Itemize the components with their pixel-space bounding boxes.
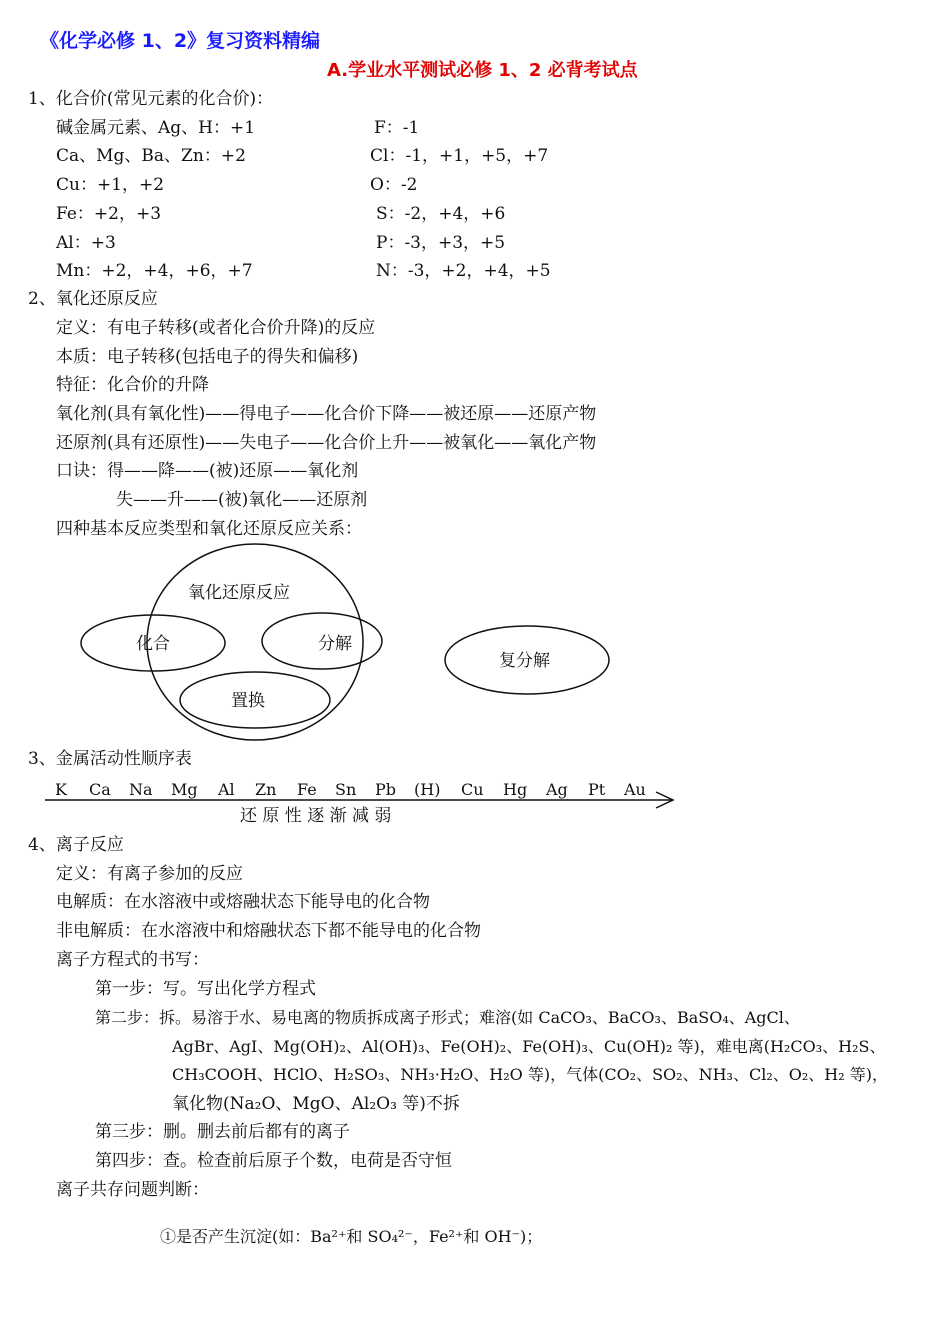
ionic-coexist-item-1: ①是否产生沉淀(如：Ba²⁺和 SO₄²⁻，Fe²⁺和 OH⁻)； [160,1227,543,1246]
ionic-coexist-title: 离子共存问题判断： [56,1180,209,1200]
redox-heading: 2、氧化还原反应 [28,289,158,309]
valence-left-4: Fe：+2，+3 [56,204,162,224]
metal-mg: Mg [171,780,198,799]
activity-heading: 3、金属活动性顺序表 [28,749,192,769]
metal-hg: Hg [503,780,528,799]
document-title: 《化学必修 1、2》复习资料精编 [40,30,321,52]
metal-fe: Fe [297,780,317,799]
metal-zn: Zn [255,780,277,799]
ionic-step-3: 第三步：删。删去前后都有的离子 [95,1122,350,1142]
redox-feature: 特征：化合价的升降 [56,375,209,395]
ionic-step-2-line-3: CH₃COOH、HClO、H₂SO₃、NH₃·H₂O、H₂O 等)，气体(CO₂、SO₂、NH₃、Cl₂、O₂、H₂ 等)， [172,1065,888,1084]
ionic-definition: 定义：有离子参加的反应 [56,864,243,884]
redox-relation-caption: 四种基本反应类型和氧化还原反应关系： [56,519,362,539]
metal-ag: Ag [546,780,568,799]
redox-mnemonic-1: 口诀：得——降——(被)还原——氧化剂 [56,461,359,481]
redox-mnemonic-2: 失——升——(被)氧化——还原剂 [116,490,368,510]
activity-caption: 还 原 性 逐 渐 减 弱 [240,806,392,826]
ionic-heading: 4、离子反应 [28,835,124,855]
ionic-step-2-line-2: AgBr、AgI、Mg(OH)₂、Al(OH)₃、Fe(OH)₂、Fe(OH)₃、Cu(OH)₂ 等)，难电离(H₂CO₃、H₂S、 [172,1037,886,1056]
decomposition-label: 分解 [318,634,352,654]
ionic-nonelectrolyte: 非电解质：在水溶液中和熔融状态下都不能导电的化合物 [56,921,481,941]
valence-right-4: S：-2，+4，+6 [376,204,506,224]
valence-left-5: Al：+3 [56,233,116,253]
metal-cu: Cu [461,780,484,799]
double-decomposition-label: 复分解 [499,651,550,671]
metal-ca: Ca [89,780,111,799]
redox-oxidant: 氧化剂(具有氧化性)——得电子——化合价下降——被还原——还原产物 [56,404,597,424]
metal-pb: Pb [375,780,397,799]
valence-left-2: Ca、Mg、Ba、Zn：+2 [56,146,246,166]
ionic-step-4: 第四步：查。检查前后原子个数，电荷是否守恒 [95,1151,452,1171]
ionic-step-1: 第一步：写。写出化学方程式 [95,979,316,999]
valence-heading: 1、化合价(常见元素的化合价)： [28,89,274,109]
valence-right-5: P：-3，+3，+5 [376,233,506,253]
metal-pt: Pt [588,780,606,799]
section-subtitle: A.学业水平测试必修 1、2 必背考试点 [327,60,638,81]
metal-na: Na [129,780,153,799]
metal-al: Al [218,780,235,799]
combination-label: 化合 [136,634,170,654]
valence-right-3: O：-2 [370,175,418,195]
metal-sn: Sn [335,780,357,799]
ionic-equation-title: 离子方程式的书写： [56,950,209,970]
metal-h: (H) [414,780,441,799]
redox-definition: 定义：有电子转移(或者化合价升降)的反应 [56,318,376,338]
redox-essence: 本质：电子转移(包括电子的得失和偏移) [56,347,359,367]
valence-left-1: 碱金属元素、Ag、H：+1 [56,118,256,138]
redox-reductant: 还原剂(具有还原性)——失电子——化合价上升——被氧化——氧化产物 [56,433,597,453]
valence-left-6: Mn：+2，+4，+6，+7 [56,261,253,281]
metal-k: K [55,780,67,799]
ionic-step-2-line-1: 第二步：拆。易溶于水、易电离的物质拆成离子形式；难溶(如 CaCO₃、BaCO₃、BaSO₄、AgCl、 [95,1008,800,1027]
valence-right-1: F：-1 [374,118,420,138]
ionic-electrolyte: 电解质：在水溶液中或熔融状态下能导电的化合物 [56,892,430,912]
valence-right-6: N：-3，+2，+4，+5 [376,261,551,281]
redox-label: 氧化还原反应 [188,583,290,603]
valence-right-2: Cl：-1，+1，+5，+7 [370,146,549,166]
ionic-step-2-line-4: 氧化物(Na₂O、MgO、Al₂O₃ 等)不拆 [172,1094,460,1114]
metal-au: Au [624,780,646,799]
valence-left-3: Cu：+1，+2 [56,175,165,195]
displacement-label: 置换 [231,691,265,711]
